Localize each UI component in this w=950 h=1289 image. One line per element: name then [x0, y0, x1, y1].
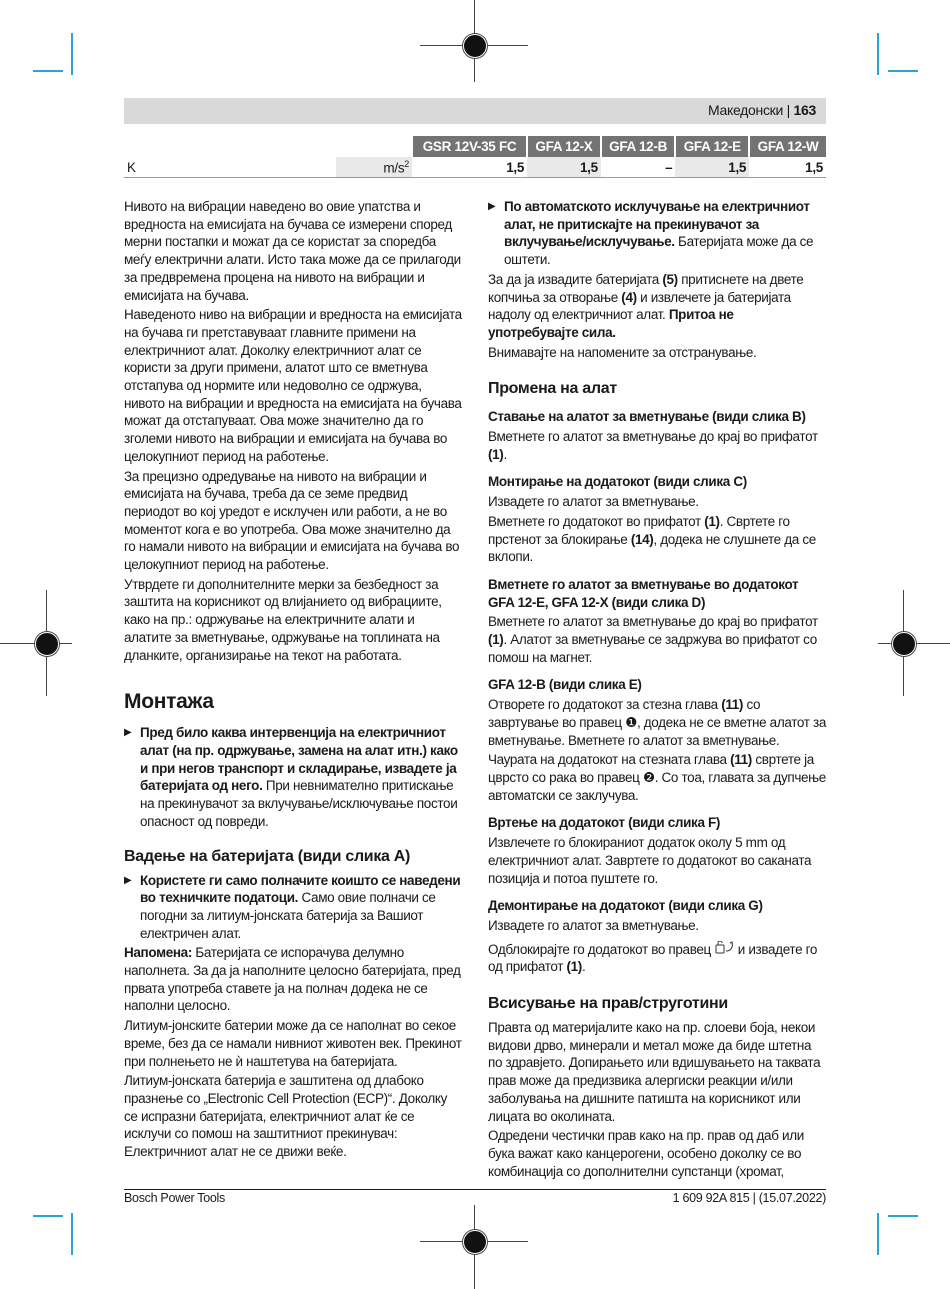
direction-1-icon: ❶	[625, 714, 637, 730]
table-cell: 1,5	[675, 157, 749, 178]
subsection-heading: Промена на алат	[488, 380, 617, 398]
table-cell: 1,5	[527, 157, 601, 178]
paragraph: Одредени честички прав како на пр. прав од даб или бука важат како канцерогени, особено доколку се во комбинација со дополнителни супстанци (хромат,	[488, 1128, 804, 1179]
table-col-header: GFA 12-B	[601, 136, 676, 157]
paragraph: За прецизно одредување на нивото на вибрации и емисијата на бучава, треба да се земе предвид периодот во кој уредот е исклучен или работи, а не во моментот кога е во употреба. Ова може значително да го намали нивото на вибрации и емисијата на бучава во целокупниот период на работење.	[124, 468, 460, 573]
registration-mark	[35, 632, 59, 656]
footer-brand: Bosch Power Tools	[124, 1191, 225, 1205]
table-cell: 1,5	[412, 157, 527, 178]
crop-mark	[33, 1215, 63, 1217]
paragraph: Извадете го алатот за вметнување.	[488, 917, 699, 933]
note-paragraph: Напомена: Батеријата се испорачува делумно наполнета. За да ја наполните целосно батеријата, пред првата употреба ставете ја на полнач додека не се наполни целосно.	[124, 945, 461, 1014]
step-heading: GFA 12-B (види слика E)	[488, 677, 642, 693]
registration-mark	[463, 34, 487, 58]
table-cell: 1,5	[749, 157, 826, 178]
paragraph: Вметнете го алатот за вметнување до крај во прифатот (1).	[488, 429, 818, 462]
footer-doc-number: 1 609 92A 815 | (15.07.2022)	[672, 1191, 826, 1205]
paragraph: Наведеното ниво на вибрации и вредноста на емисијата на бучава ги претставуваат главните примени на електричниот алат. Доколку електричниот алат се користи за други примени, алатот што се вметнува отстапува од нормите или недоволно се одржува, нивото на вибрации и вредноста на емисијата на бучава можат да отстапуваат. Ова може значително да го зголеми нивото на вибрации и емисијата на бучава во целокупниот период на работење.	[124, 307, 462, 464]
unlock-direction-icon	[714, 941, 734, 955]
vibration-table	[124, 136, 826, 178]
warning-bullet: ▶ Пред било каква интервенција на електричниот алат (на пр. одржување, замена на алат итн.) како и при негов транспорт и складирање, извадете ја батеријата од него. При невнимателно притискање на прекинувачот за вклучување/исключување постои опасност од повреди.	[124, 724, 462, 830]
table-col-header: GFA 12-E	[675, 136, 749, 157]
crop-mark	[71, 1213, 73, 1255]
crop-mark	[71, 33, 73, 75]
paragraph: Утврдете ги дополнителните мерки за безбедност за заштита на корисникот од влијанието од вибрациите, како на пр.: одржување на електричните алати и алатите за вметнување, одржување на топлината на дланките, организирање на текот на работата.	[124, 576, 442, 663]
paragraph: За да ја извадите батеријата (5) притиснете на двете копчиња за отворање (4) и извлечете ја батеријата надолу од електричниот алат. Притоа не употребувајте сила.	[488, 271, 804, 340]
page-number: 163	[793, 102, 816, 118]
table-col-header: GFA 12-X	[527, 136, 601, 157]
paragraph: Вметнете го додатокот во прифатот (1). Свртете го прстенот за блокирање (14), додека не слушнете да се вклопи.	[488, 513, 816, 565]
crop-mark	[888, 70, 918, 72]
subsection-heading: Вадење на батеријата (види слика A)	[124, 847, 411, 865]
paragraph: Литиум-јонската батерија е заштитена од длабоко празнење со „Electronic Cell Protection (ECP)“. Доколку се испразни батеријата, електричниот алат ќе се исклучи со помош на заштитниот прекинувач: Електричниот алат не се движи веќе.	[124, 1073, 448, 1160]
registration-mark	[463, 1230, 487, 1254]
warning-bullet: ▶ Користете ги само полначите коишто се наведени во техничките податоци. Само овие полначи се погодни за литиум-јонската батерија за Вашиот електричен алат.	[124, 872, 462, 943]
crop-mark	[888, 1215, 918, 1217]
step-heading: Вметнете го алатот за вметнување во додатокот GFA 12-E, GFA 12-X (види слика D)	[488, 576, 799, 610]
table-col-header: GFA 12-W	[749, 136, 826, 157]
header-text: Македонски | 163	[708, 102, 816, 118]
paragraph: Чаурата на додатокот на стезната глава (11) свртете ја цврсто со рака во правец ❷. Со тоа, главата за дупчење автоматски се заклучува.	[488, 752, 826, 803]
paragraph: Правта од материјалите како на пр. слоеви боја, некои видови дрво, минерали и метал може да биде штетна по здравјето. Допирањето или вдишувањето на таквата прав може да предизвика алергиски реакции и/или заболувања на дишните патишта на корисникот или лицата во околината.	[488, 1020, 821, 1124]
warning-bullet: ▶ По автоматското исклучување на електричниот алат, не притискајте на прекинувачот за вклучување/исклучување. Батеријата може да се оштети.	[488, 198, 826, 269]
step-heading: Ставање на алатот за вметнување (види слика B)	[488, 409, 806, 425]
table-row	[124, 157, 826, 178]
paragraph: Одблокирајте го додатокот во правец и извадете го од прифатот (1).	[488, 941, 818, 975]
paragraph: Литиум-јонските батерии може да се наполнат во секое време, без да се намали нивниот животен век. Прекинот при полнењето не ѝ наштетува на батеријата.	[124, 1018, 462, 1069]
left-column	[124, 198, 462, 1163]
registration-mark	[892, 632, 916, 656]
step-heading: Монтирање на додатокот (види слика C)	[488, 474, 747, 490]
step-heading: Вртење на додатокот (види слика F)	[488, 815, 721, 831]
row-unit: $m/s^2$	[336, 157, 412, 178]
paragraph: Нивото на вибрации наведено во овие упатства и вредноста на емисијата на бучава се измерени според мерни постапки и можат да се користат за споредба меѓу електрични алати. Исто така може да се прилагоди за предвремена процена на нивото на вибрации и емисијата на бучава.	[124, 199, 461, 303]
paragraph: Внимавајте на напомените за отстранување.	[488, 344, 757, 360]
table-cell: –	[601, 157, 676, 178]
page-header	[124, 98, 826, 124]
header-language: Македонски	[708, 102, 783, 118]
footer-rule	[124, 1189, 826, 1190]
crop-mark	[33, 70, 63, 72]
paragraph: Извадете го алатот за вметнување.	[488, 494, 699, 510]
paragraph: Извлечете го блокираниот додаток околу 5 mm од електричниот алат. Завртете го додатокот во саканата позиција и потоа пуштете го.	[488, 835, 812, 886]
table-col-header: GSR 12V-35 FC	[412, 136, 527, 157]
section-heading: Монтажа	[124, 690, 214, 714]
row-label: K	[124, 157, 336, 178]
right-column	[488, 198, 826, 1182]
subsection-heading: Всисување на прав/струготини	[488, 995, 728, 1013]
crop-mark	[877, 1213, 879, 1255]
step-heading: Демонтирање на додатокот (види слика G)	[488, 898, 763, 914]
paragraph: Вметнете го алатот за вметнување до крај во прифатот (1). Алатот за вметнување се задржува во прифатот со помош на магнет.	[488, 614, 818, 665]
direction-2-icon: ❷	[642, 769, 655, 785]
crop-mark	[877, 33, 879, 75]
paragraph: Отворете го додатокот за стезна глава (11) со завртување во правец ❶, додека не се вметне алатот за вметнување. Вметнете го алатот за вметнување.	[488, 697, 827, 748]
